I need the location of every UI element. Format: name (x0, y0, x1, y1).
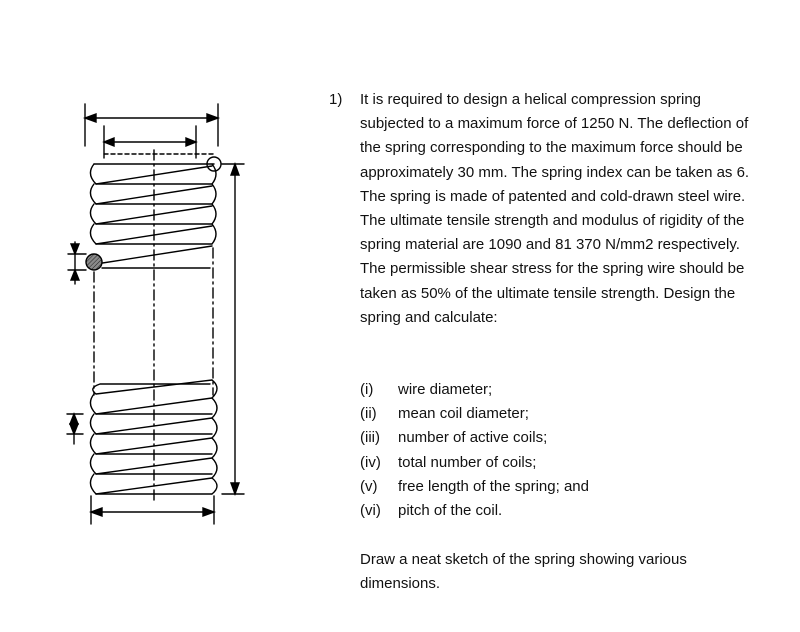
list-item: (iv) total number of coils; (360, 453, 537, 471)
od-arrow-right (207, 114, 218, 122)
list-item: (i) wire diameter; (360, 381, 493, 398)
od-arrow-left (85, 114, 96, 122)
spring-top-coils (90, 154, 221, 268)
sketch-instruction: Draw a neat sketch of the spring showing various dimensions. (360, 551, 687, 593)
list-item: (ii) mean coil diameter; (360, 405, 529, 423)
question-body: It is required to design a helical compression spring subjected to a maximum force of 1250 N. The deflection of the spring corresponding to the maximum force should be approximately 30 mm. The spring index can be taken as 6. The spring is made of patented and cold-drawn steel wire. The ultimate tensile strength and modulus of rigidity of the spring material are 1090 and 81 370 N/mm2 respectively. The permissible shear stress for the spring wire should be taken as 50% of the ultimate tensile strength. Design the spring and calculate: (360, 91, 750, 326)
question-number: 1) (329, 91, 343, 108)
requirements-list (360, 378, 589, 523)
list-item: (v) free length of the spring; and (360, 477, 589, 495)
wire-section-icon (86, 254, 102, 270)
list-item: (vi) pitch of the coil. (360, 501, 503, 519)
spring-sketch (0, 0, 330, 632)
list-item: (iii) number of active coils; (360, 429, 548, 447)
